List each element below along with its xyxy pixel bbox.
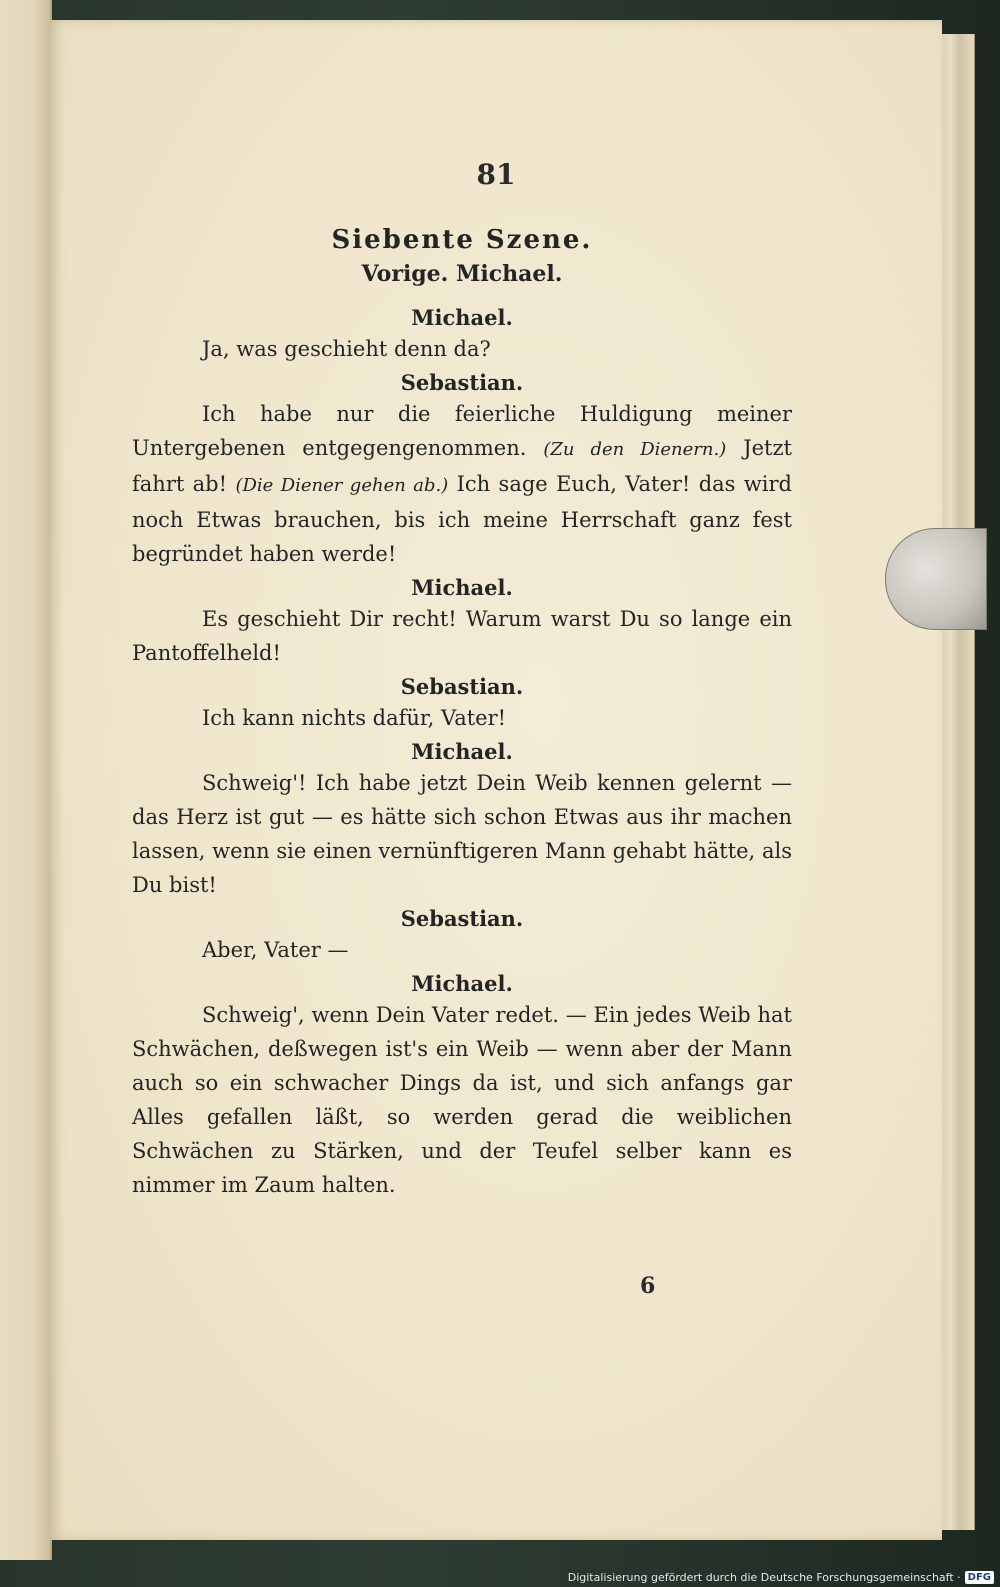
- speaker-name: Michael.: [411, 305, 513, 330]
- dialogue-line: Aber, Vater —: [202, 938, 349, 962]
- speaker-name: Michael.: [411, 971, 513, 996]
- page-stack-edge: [938, 34, 975, 1530]
- speaker-name: Sebastian.: [400, 674, 524, 699]
- dfg-logo: DFG: [965, 1571, 994, 1584]
- digitization-credit: [568, 1571, 994, 1584]
- book-page: [50, 20, 942, 1540]
- dialogue-line: Es geschieht Dir recht! Warum warst Du so lange ein Pantoffelheld!: [132, 607, 792, 665]
- previous-page-edge: [0, 0, 52, 1560]
- stage-direction: (Die Diener gehen ab.): [235, 475, 449, 496]
- page-number: 81: [476, 158, 516, 191]
- speaker-name: Sebastian.: [400, 370, 524, 395]
- dialogue-line: Ja, was geschieht denn da?: [202, 337, 491, 361]
- dialogue-text: Ich habe nur die feierliche Huldigung meiner Untergebenen entgegengenommen.: [132, 402, 792, 460]
- dialogue-text: Ich sage Euch, Vater! das wird noch Etwas brauchen, bis ich meine Herrschaft ganz fest begründet haben werde!: [132, 472, 792, 566]
- dialogue-line: Schweig'! Ich habe jetzt Dein Weib kennen gelernt — das Herz ist gut — es hätte sich schon Etwas aus ihr machen lassen, wenn sie einen vernünftigeren Mann gehabt hätte, als Du bist!: [132, 771, 792, 897]
- dialogue-text: Jetzt fahrt ab!: [132, 436, 792, 496]
- speaker-name: Michael.: [411, 575, 513, 600]
- dialogue-line: [132, 397, 792, 571]
- cast-list: Vorige. Michael.: [361, 261, 563, 287]
- signature-mark: 6: [640, 1273, 656, 1299]
- scene-title: Siebente Szene.: [331, 225, 593, 255]
- page-text: [132, 225, 792, 1202]
- credit-text: Digitalisierung gefördert durch die Deutsche Forschungsgemeinschaft ·: [567, 1571, 961, 1584]
- dialogue-line: Ich kann nichts dafür, Vater!: [202, 706, 507, 730]
- scanner-thumb-shadow: [885, 528, 987, 630]
- stage-direction: (Zu den Dienern.): [543, 439, 727, 460]
- speaker-name: Michael.: [411, 739, 513, 764]
- speaker-name: Sebastian.: [400, 906, 524, 931]
- dialogue-line: Schweig', wenn Dein Vater redet. — Ein jedes Weib hat Schwächen, deßwegen ist's ein Weib — wenn aber der Mann auch so ein schwacher Dings da ist, und sich anfangs gar Alles gefallen läßt, so werden gerad die weiblichen Schwächen zu Stärken, und der Teufel selber kann es nimmer im Zaum halten.: [132, 1003, 792, 1197]
